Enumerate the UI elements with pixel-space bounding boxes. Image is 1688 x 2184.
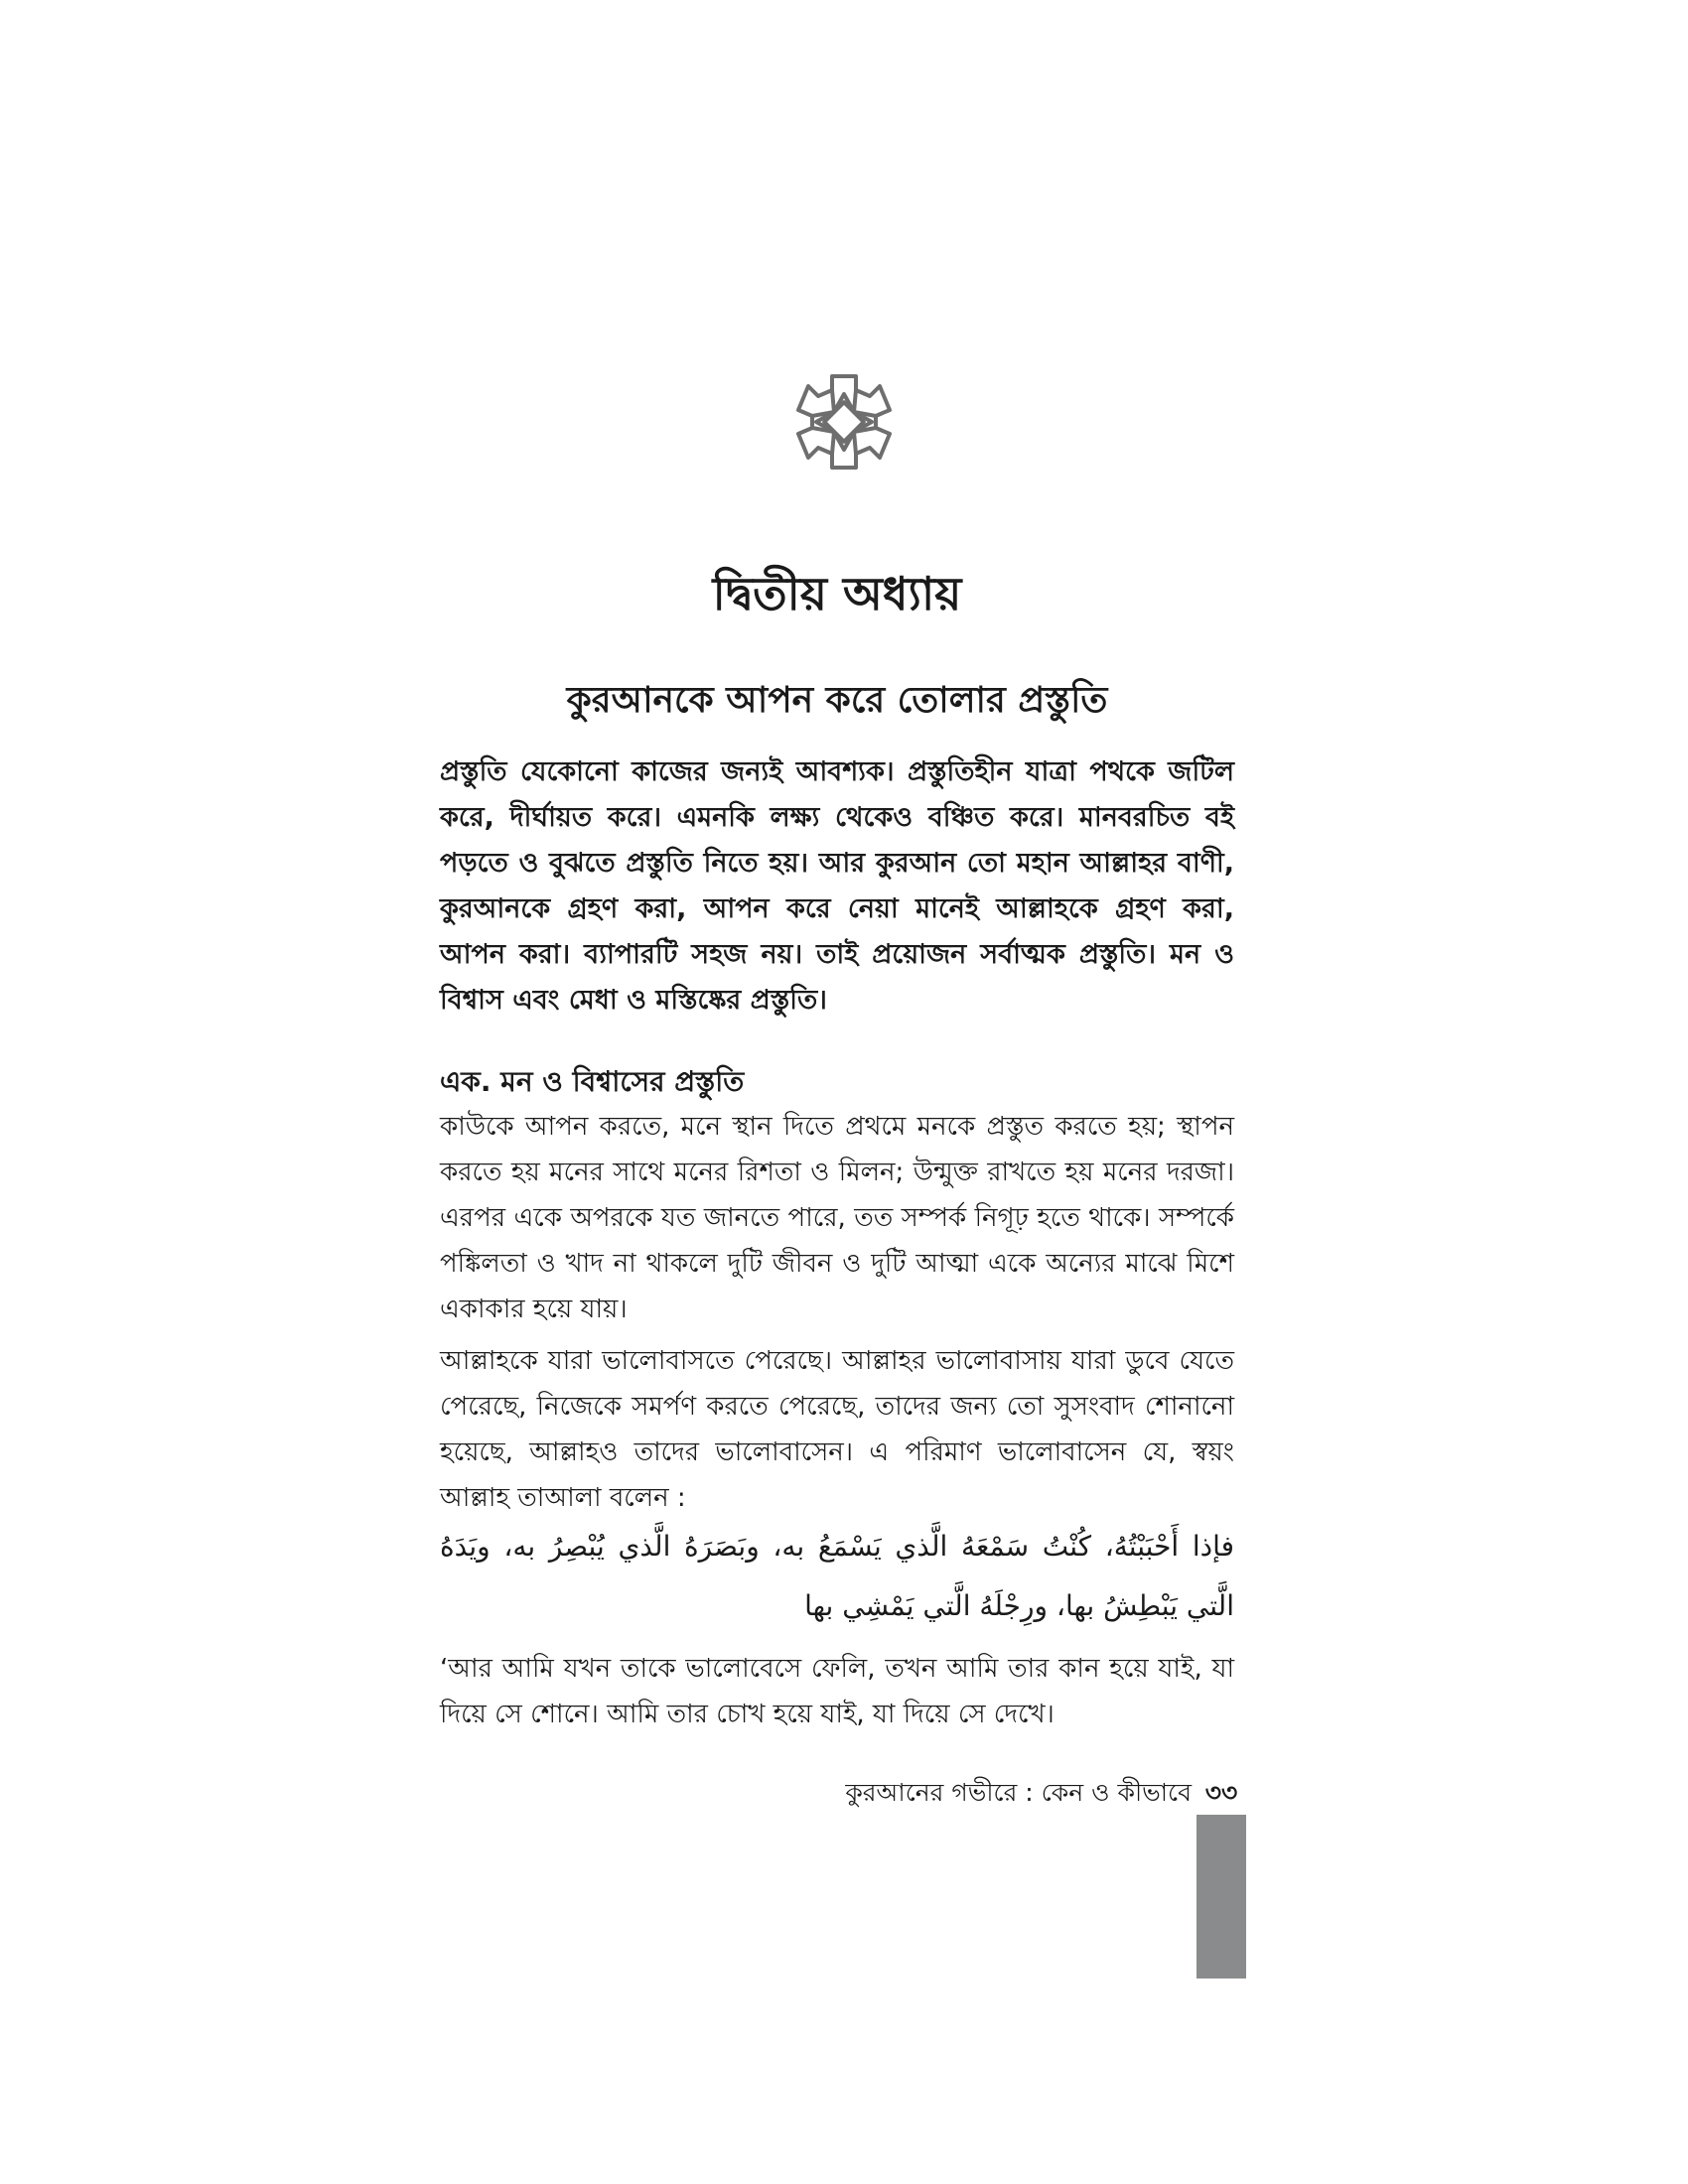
intro-paragraph: প্রস্তুতি যেকোনো কাজের জন্যই আবশ্যক। প্রস্তুতিহীন যাত্রা পথকে জটিল করে, দীর্ঘায়ত করে। এমনকি লক্ষ্য থেকেও বঞ্চিত করে। মানবরচিত বই পড়তে ও বুঝতে প্রস্তুতি নিতে হয়। আর কুরআন তো মহান আল্লাহর বাণী, কুরআনকে গ্রহণ করা, আপন করে নেয়া মানেই আল্লাহকে গ্রহণ করা, আপন করা। ব্যাপারটি সহজ নয়। তাই প্রয়োজন সর্বাত্মক প্রস্তুতি। মন ও বিশ্বাস এবং মেধা ও মস্তিষ্কের প্রস্তুতি। [440,756,1234,1016]
body-paragraph: আল্লাহকে যারা ভালোবাসতে পেরেছে। আল্লাহর ভালোবাসায় যারা ডুবে যেতে পেরেছে, নিজেকে সমর্পণ করতে পেরেছে, তাদের জন্য তো সুসংবাদ শোনানো হয়েছে, আল্লাহও তাদের ভালোবাসেন। এ পরিমাণ ভালোবাসেন যে, স্বয়ং আল্লাহ তাআলা বলেন : [440,1346,1234,1513]
chapter-title: দ্বিতীয় অধ্যায় [712,567,962,620]
arabic-quote: فإذا أَحْبَبْتُهُ، كُنْتُ سَمْعَهُ الَّذي يَسْمَعُ به، وبَصَرَهُ الَّذي يُبْصِرُ به، ويَدَهُ الَّتي يَبْطِشُ بها، ورِجْلَهُ الَّتي يَمْشِي بها [440,1530,1234,1622]
chapter-subtitle: কুরআনকে আপন করে তোলার প্রস্তুতি [566,679,1108,721]
page-number: ৩৩ [1204,1778,1238,1807]
body-paragraph: কাউকে আপন করতে, মনে স্থান দিতে প্রথমে মনকে প্রস্তুত করতে হয়; স্থাপন করতে হয় মনের সাথে মনের রিশতা ও মিলন; উন্মুক্ত রাখতে হয় মনের দরজা। এরপর একে অপরকে যত জানতে পারে, তত সম্পর্ক নিগূঢ় হতে থাকে। সম্পর্কে পঙ্কিলতা ও খাদ না থাকলে দুটি জীবন ও দুটি আত্মা একে অন্যের মাঝে মিশে একাকার হয়ে যায়। [440,1112,1234,1324]
page-edge-tab [1196,1815,1246,1979]
geometric-rosette-icon [794,372,894,472]
translation-paragraph: ‘আর আমি যখন তাকে ভালোবেসে ফেলি, তখন আমি তার কান হয়ে যাই, যা দিয়ে সে শোনে। আমি তার চোখ হয়ে যাই, যা দিয়ে সে দেখে। [440,1654,1234,1729]
section-heading: এক. মন ও বিশ্বাসের প্রস্তুতি [440,1065,745,1098]
running-footer-title: কুরআনের গভীরে : কেন ও কীভাবে [845,1778,1192,1807]
